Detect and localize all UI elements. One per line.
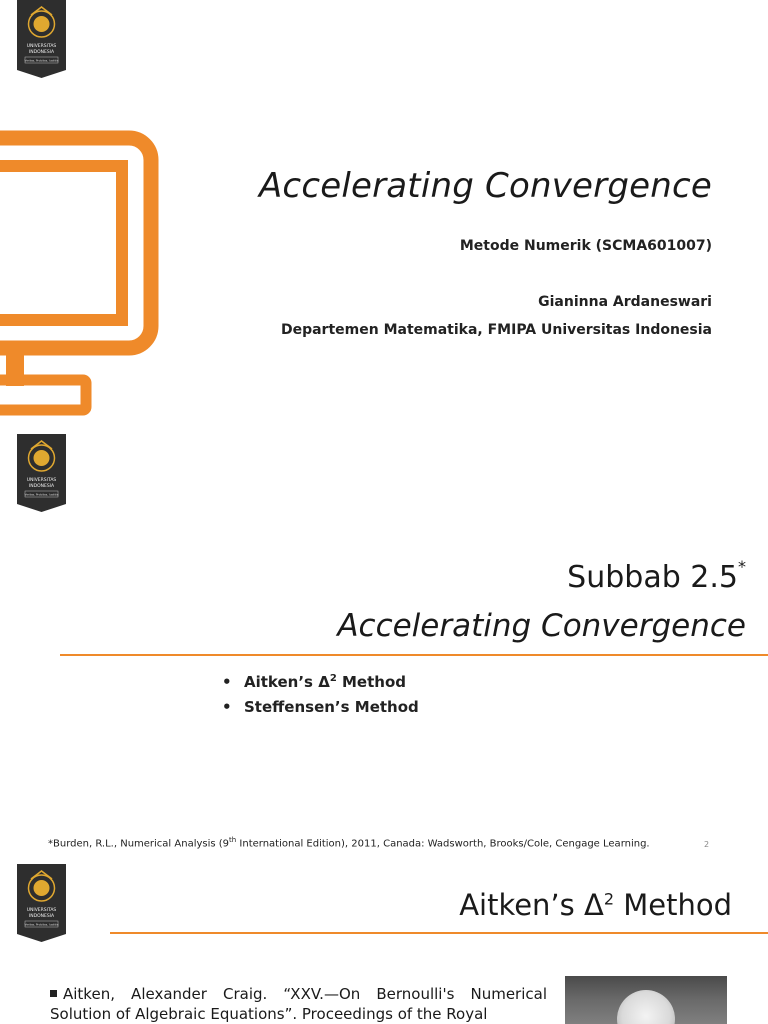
slide-title — [459, 888, 732, 922]
author-name: Gianinna Ardaneswari — [538, 294, 712, 310]
list-item — [222, 696, 419, 724]
footnote-before: *Burden, R.L., Numerical Analysis (9 — [48, 838, 230, 850]
slide-title-suffix: Method — [614, 888, 732, 922]
course-name: Metode Numerik (SCMA601007) — [459, 238, 712, 254]
list-item-text: Steffensen’s Method — [244, 698, 419, 716]
logo-line2: INDONESIA — [28, 914, 55, 919]
reference-paragraph — [50, 984, 547, 1024]
list-item-sup: 2 — [329, 673, 337, 684]
bullet-symbol: • — [222, 698, 232, 716]
topic-list — [222, 668, 419, 724]
logo-line2: INDONESIA — [28, 484, 55, 489]
section-footnote-mark: * — [738, 557, 746, 576]
bullet-symbol: • — [222, 673, 232, 691]
university-logo — [17, 0, 66, 78]
university-logo — [17, 864, 66, 942]
portrait-photo — [565, 976, 727, 1024]
portrait-head — [617, 990, 675, 1024]
list-item — [222, 668, 419, 696]
list-item-suffix: Method — [336, 673, 406, 691]
logo-line2: INDONESIA — [28, 50, 55, 55]
logo-motto: Veritas, Probitas, Iustitia — [24, 58, 59, 63]
university-logo — [17, 434, 66, 512]
logo-motto: Veritas, Probitas, Iustitia — [24, 492, 59, 497]
footnote-after: International Edition), 2011, Canada: Wadsworth, Brooks/Cole, Cengage Learning. — [236, 838, 650, 850]
section-slide — [0, 432, 768, 864]
section-number-text: Subbab 2.5 — [567, 560, 738, 595]
page-number: 2 — [704, 840, 710, 849]
section-number — [567, 557, 746, 595]
logo-motto: Veritas, Probitas, Iustitia — [24, 922, 59, 927]
logo-line1: UNIVERSITAS — [26, 908, 57, 913]
square-bullet-icon — [50, 990, 57, 997]
slide-title-sup: 2 — [603, 889, 615, 909]
section-title: Accelerating Convergence — [337, 608, 746, 644]
title-slide — [0, 0, 768, 432]
reference-footnote — [48, 836, 650, 849]
divider-rule — [60, 654, 768, 656]
list-item-text: Aitken’s Δ — [244, 673, 330, 691]
footnote-sup: th — [229, 836, 237, 844]
logo-line1: UNIVERSITAS — [26, 44, 57, 49]
presentation-title: Accelerating Convergence — [258, 166, 712, 206]
divider-rule — [110, 932, 768, 934]
paragraph-text: Aitken, Alexander Craig. “XXV.—On Bernoulli's Numerical Solution of Algebraic Equations”. Proceedings of the Royal — [50, 985, 547, 1023]
department-name: Departemen Matematika, FMIPA Universitas Indonesia — [280, 322, 712, 338]
logo-line1: UNIVERSITAS — [26, 478, 57, 483]
content-slide — [0, 864, 768, 1024]
slide-title-prefix: Aitken’s Δ — [459, 888, 604, 922]
